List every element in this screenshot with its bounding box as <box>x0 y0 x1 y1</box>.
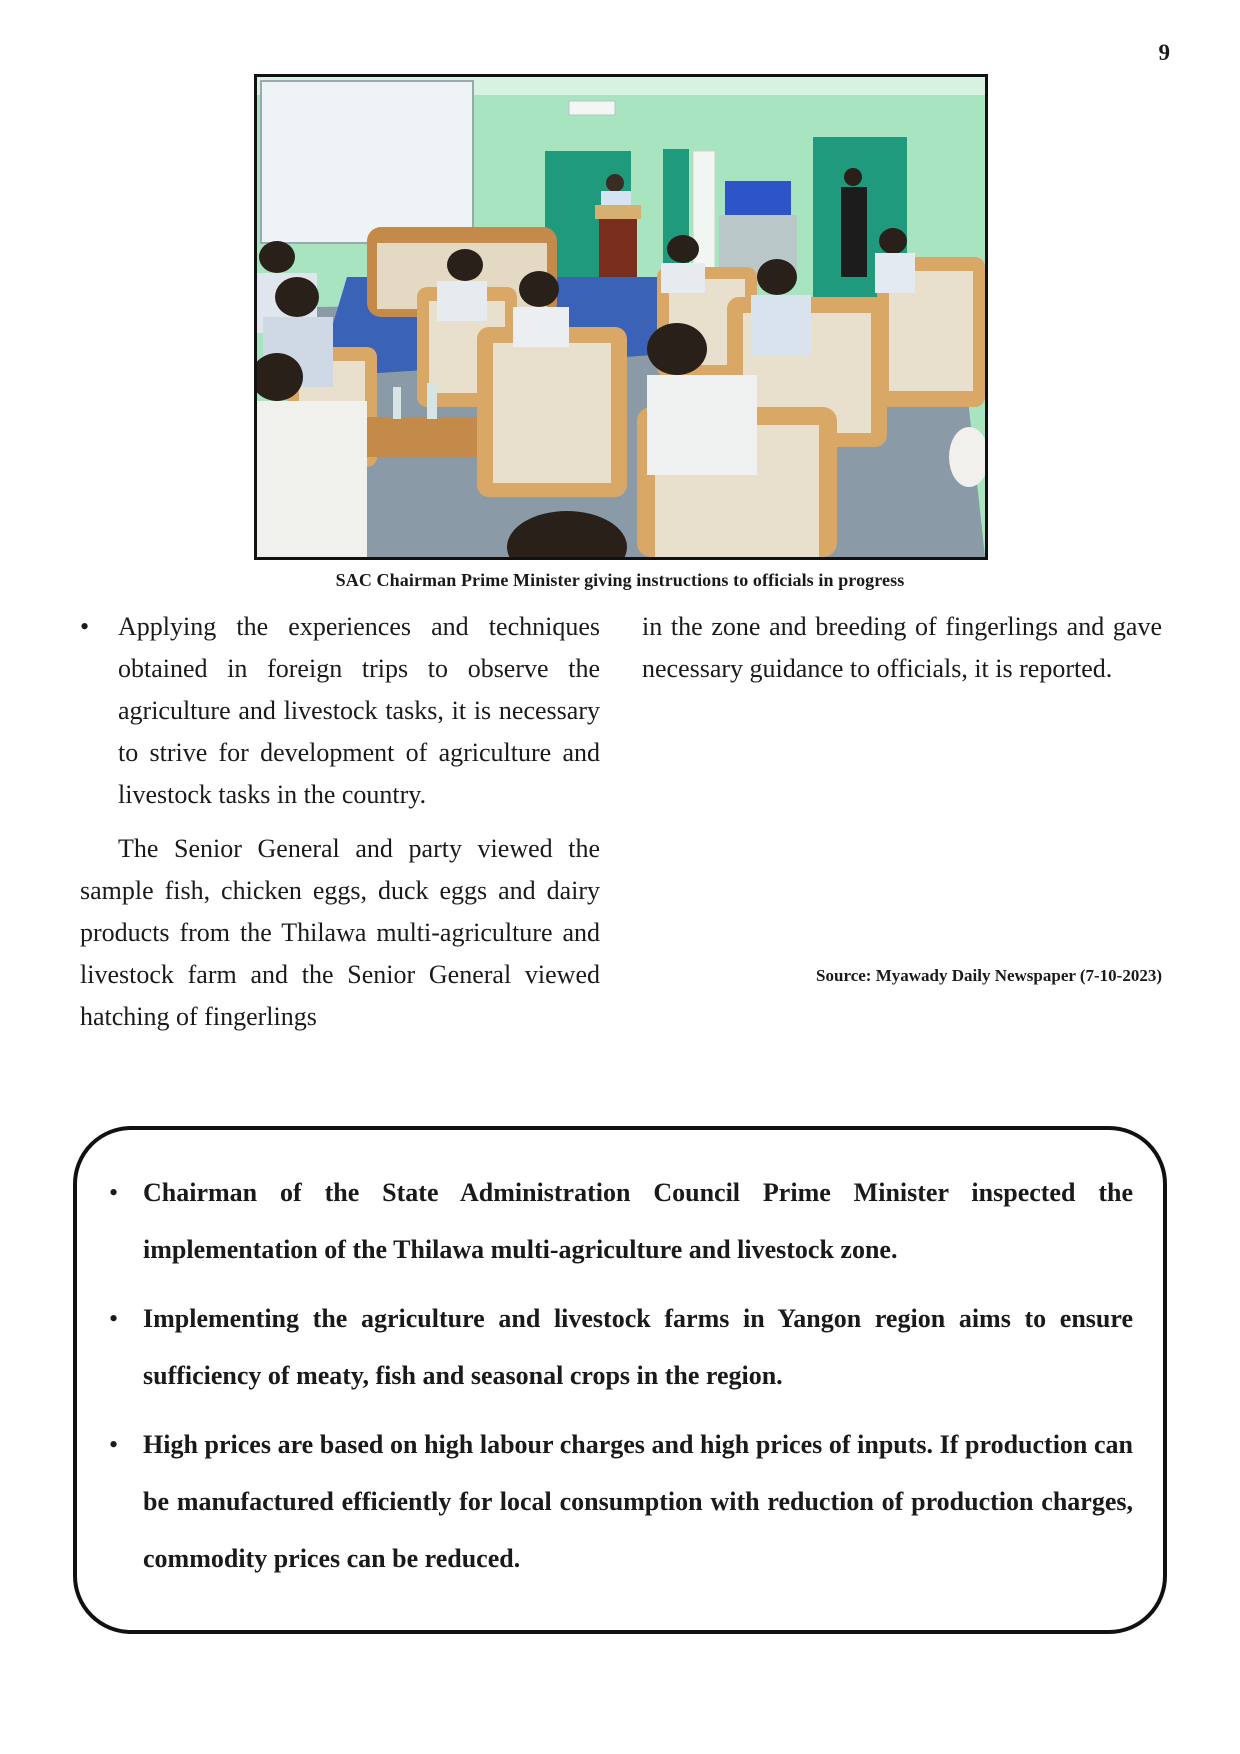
bottle <box>427 383 437 419</box>
summary-item <box>103 1290 1133 1404</box>
aquarium <box>725 181 791 215</box>
summary-item-text: Implementing the agriculture and livestock farms in Yangon region aims to ensure sufficiency of meaty, fish and seasonal crops in the region. <box>143 1304 1133 1390</box>
article-right-column <box>642 606 1162 690</box>
side-table <box>367 417 477 457</box>
podium <box>599 219 637 283</box>
article-paragraph-continued: in the zone and breeding of fingerlings and gave necessary guidance to officials, it is reported. <box>642 612 1162 683</box>
page-number: 9 <box>1158 40 1170 65</box>
article-bullet-text: Applying the experiences and techniques obtained in foreign trips to observe the agriculture and livestock tasks, it is necessary to strive for development of agriculture and livestock tasks in the country. <box>118 612 600 809</box>
meeting-photo <box>254 74 988 560</box>
summary-box <box>73 1126 1167 1634</box>
meeting-photo-illustration <box>257 77 985 557</box>
summary-item-text: Chairman of the State Administration Council Prime Minister inspected the implementation of the Thilawa multi-agriculture and livestock zone. <box>143 1178 1133 1264</box>
air-conditioner <box>569 101 615 115</box>
door <box>693 151 715 281</box>
bullet-icon: • <box>109 1178 119 1207</box>
article-bullet <box>80 606 600 816</box>
projector-screen <box>261 81 473 243</box>
bullet-icon: • <box>80 612 90 641</box>
bullet-icon: • <box>109 1304 119 1333</box>
speaker-head <box>606 174 624 192</box>
summary-item-text: High prices are based on high labour charges and high prices of inputs. If production can be manufactured efficiently for local consumption with reduction of production charges, commodity prices can be reduced. <box>143 1430 1133 1573</box>
article-paragraph: The Senior General and party viewed the sample fish, chicken eggs, duck eggs and dairy products from the Thilawa multi-agriculture and livestock farm and the Senior General viewed hatching of fingerlings <box>80 834 600 1031</box>
bottle <box>393 387 401 419</box>
summary-item <box>103 1164 1133 1278</box>
source-citation: Source: Myawady Daily Newspaper (7-10-2023) <box>816 966 1162 985</box>
cameraman-body <box>841 187 867 277</box>
photo-caption: SAC Chairman Prime Minister giving instructions to officials in progress <box>335 570 905 590</box>
summary-item <box>103 1416 1133 1587</box>
cameraman-head <box>844 168 862 186</box>
article-left-column <box>80 606 600 1038</box>
bullet-icon: • <box>109 1430 119 1459</box>
podium-top <box>595 205 641 219</box>
